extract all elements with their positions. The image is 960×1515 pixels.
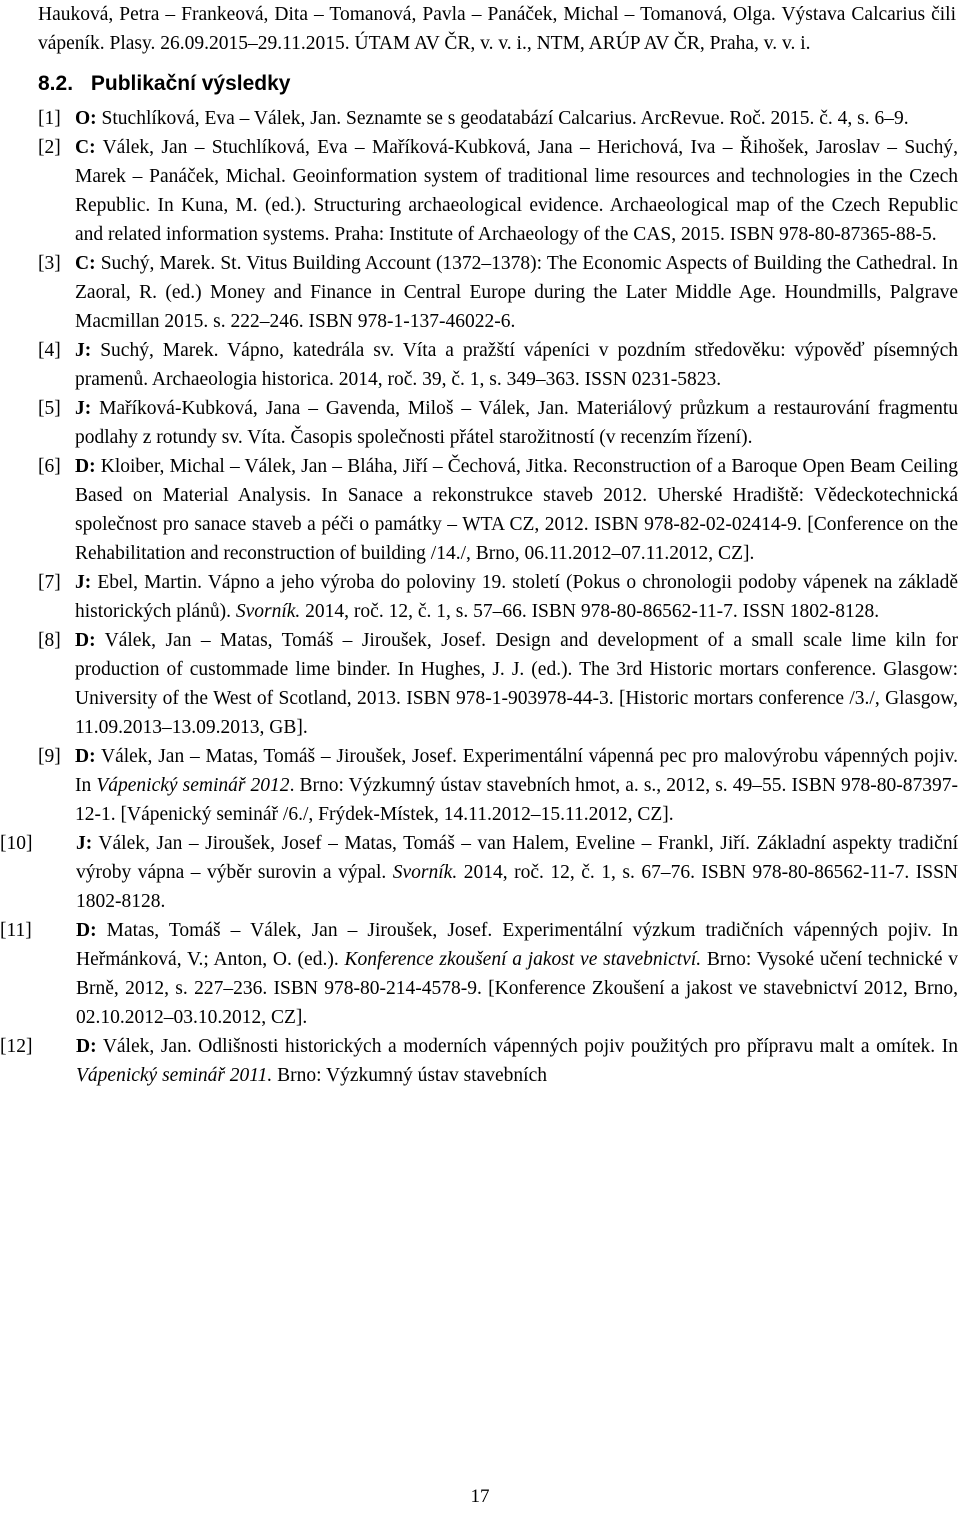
reference-text xyxy=(75,133,958,249)
reference-text xyxy=(75,742,958,829)
reference-category: J: xyxy=(75,572,92,593)
reference-journal: Svorník. xyxy=(235,601,301,622)
reference-category: J: xyxy=(75,340,92,361)
reference-item xyxy=(38,626,958,742)
reference-text xyxy=(75,452,958,568)
section-heading xyxy=(38,70,958,98)
reference-content: Válek, Jan – Stuchlíková, Eva – Maříková-Kubková, Jana – Herichová, Iva – Řihošek, Jaroslav – Suchý, Marek – Panáček, Michal. Geoinformation system of traditional lime resources and technologies in the Czech Republic. In Kuna, M. (ed.). Structuring archaeological evidence. Archaeological map of the Czech Republic and related information systems. Praha: Institute of Archaeology of the CAS, 2015. ISBN 978-80-87365-88-5. xyxy=(75,137,958,245)
reference-item xyxy=(38,742,958,829)
reference-category: J: xyxy=(76,833,93,854)
reference-proceedings: Konference zkoušení a jakost ve stavebnictví. xyxy=(344,949,702,970)
reference-text xyxy=(75,626,958,742)
reference-category: C: xyxy=(75,253,96,274)
reference-item xyxy=(0,829,958,916)
reference-content: Válek, Jan – Jiroušek, Josef – Matas, Tomáš – van Halem, Eveline – Frankl, Jiří. Základní aspekty tradiční výroby vápna – výběr surovin a výpal. xyxy=(76,833,958,883)
reference-journal: Svorník. xyxy=(392,862,458,883)
reference-number: [6] xyxy=(38,456,61,477)
intro-paragraph: Hauková, Petra – Frankeová, Dita – Tomanová, Pavla – Panáček, Michal – Tomanová, Olga. Výstava Calcarius čili vápeník. Plasy. 26.09.2015–29.11.2015. ÚTAM AV ČR, v. v. i., NTM, ARÚP AV ČR, Praha, v. v. i. xyxy=(38,4,956,54)
reference-category: D: xyxy=(76,920,97,941)
reference-content-rest: . Brno: Výzkumný ústav stavebních hmot, a. s., 2012, s. 49–55. ISBN 978-80-87397-12-1. [Vápenický seminář /6./, Frýdek-Místek, 14.11.2012–15.11.2012, CZ]. xyxy=(75,775,958,825)
reference-number: [11] xyxy=(0,920,32,941)
reference-content-rest: 2014, roč. 12, č. 1, s. 57–66. ISBN 978-80-86562-11-7. ISSN 1802-8128. xyxy=(300,601,880,622)
reference-content-rest: Brno: Vysoké učení technické v Brně, 2012, s. 227–236. ISBN 978-80-214-4578-9. [Konference Zkoušení a jakost ve stavebnictví 2012, Brno, 02.10.2012–03.10.2012, CZ]. xyxy=(76,949,958,1028)
reference-item xyxy=(38,104,958,133)
reference-number: [1] xyxy=(38,108,61,129)
reference-content: Stuchlíková, Eva – Válek, Jan. Seznamte se s geodatabází Calcarius. ArcRevue. Roč. 2015. č. 4, s. 6–9. xyxy=(101,108,909,129)
reference-content: Válek, Jan. Odlišnosti historických a moderních vápenných pojiv použitých pro přípravu malt a omítek. In xyxy=(102,1036,958,1057)
reference-content: Ebel, Martin. Vápno a jeho výroba do poloviny 19. století (Pokus o chronologii podoby vápenek na základě historických plánů). xyxy=(75,572,958,622)
reference-category: D: xyxy=(75,746,96,767)
reference-item xyxy=(38,452,958,568)
reference-text xyxy=(75,394,958,452)
reference-text xyxy=(76,1032,958,1090)
reference-content: Matas, Tomáš – Válek, Jan – Jiroušek, Josef. Experimentální výzkum tradičních vápenných pojiv. In Heřmánková, V.; Anton, O. (ed.). xyxy=(76,920,959,970)
reference-content: Válek, Jan – Matas, Tomáš – Jiroušek, Josef. Design and development of a small scale lime kiln for production of custommade lime binder. In Hughes, J. J. (ed.). The 3rd Historic mortars conference. Glasgow: University of the West of Scotland, 2013. ISBN 978-1-903978-44-3. [Historic mortars conference /3./, Glasgow, 11.09.2013–13.09.2013, GB]. xyxy=(75,630,958,738)
reference-text xyxy=(76,829,958,916)
reference-category: C: xyxy=(75,137,96,158)
reference-item xyxy=(38,394,958,452)
reference-category: O: xyxy=(75,108,97,129)
reference-content: Maříková-Kubková, Jana – Gavenda, Miloš – Válek, Jan. Materiálový průzkum a restaurování fragmentu podlahy z rotundy sv. Víta. Časopis společnosti přátel starožitností (v recenzím řízení). xyxy=(75,398,959,448)
reference-category: D: xyxy=(76,1036,97,1057)
reference-content: Kloiber, Michal – Válek, Jan – Bláha, Jiří – Čechová, Jitka. Reconstruction of a Baroque Open Beam Ceiling Based on Material Analysis. In Sanace a rekonstrukce staveb 2012. Uherské Hradiště: Vědeckotechnická společnost pro sanace staveb a péči o památky – WTA CZ, 2012. ISBN 978-82-02-02414-9. [Conference on the Rehabilitation and reconstruction of building /14./, Brno, 06.11.2012–07.11.2012, CZ]. xyxy=(75,456,959,564)
reference-number: [4] xyxy=(38,340,61,361)
reference-content-rest: 2014, roč. 12, č. 1, s. 67–76. ISBN 978-80-86562-11-7. ISSN 1802-8128. xyxy=(76,862,958,912)
reference-item xyxy=(38,249,958,336)
reference-number: [8] xyxy=(38,630,61,651)
reference-category: D: xyxy=(75,456,96,477)
reference-text xyxy=(75,104,958,133)
reference-category: J: xyxy=(75,398,92,419)
reference-content: Válek, Jan – Matas, Tomáš – Jiroušek, Josef. Experimentální vápenná pec pro malovýrobu vápenných pojiv. In xyxy=(75,746,958,796)
reference-item xyxy=(38,336,958,394)
reference-number: [10] xyxy=(0,833,33,854)
page-number: 17 xyxy=(470,1486,490,1507)
reference-text xyxy=(76,916,958,1032)
reference-text xyxy=(75,249,958,336)
reference-item xyxy=(0,916,959,1032)
reference-list xyxy=(0,104,959,1090)
reference-number: [2] xyxy=(38,137,61,158)
reference-number: [9] xyxy=(38,746,61,767)
reference-item xyxy=(38,133,958,249)
section-title: Publikační výsledky xyxy=(90,72,291,95)
reference-proceedings: Vápenický seminář 2011. xyxy=(76,1065,273,1086)
reference-number: [7] xyxy=(38,572,61,593)
reference-content: Suchý, Marek. St. Vitus Building Account (1372–1378): The Economic Aspects of Building the Cathedral. In Zaoral, R. (ed.) Money and Finance in Central Europe during the Later Middle Age. Houndmills, Palgrave Macmillan 2015. s. 222–246. ISBN 978-1-137-46022-6. xyxy=(75,253,958,332)
reference-item xyxy=(0,1032,958,1090)
section-number: 8.2. xyxy=(38,72,74,95)
reference-text xyxy=(75,568,958,626)
reference-text xyxy=(75,336,958,394)
reference-number: [3] xyxy=(38,253,61,274)
reference-proceedings: Vápenický seminář 2012 xyxy=(96,775,290,796)
reference-item xyxy=(38,568,958,626)
reference-category: D: xyxy=(75,630,96,651)
reference-content-rest: Brno: Výzkumný ústav stavebních xyxy=(272,1065,547,1086)
reference-number: [5] xyxy=(38,398,61,419)
reference-content: Suchý, Marek. Vápno, katedrála sv. Víta a pražští vápeníci v pozdním středověku: výpověď písemných pramenů. Archaeologia historica. 2014, roč. 39, č. 1, s. 349–363. ISSN 0231-5823. xyxy=(75,340,958,390)
reference-number: [12] xyxy=(0,1036,33,1057)
